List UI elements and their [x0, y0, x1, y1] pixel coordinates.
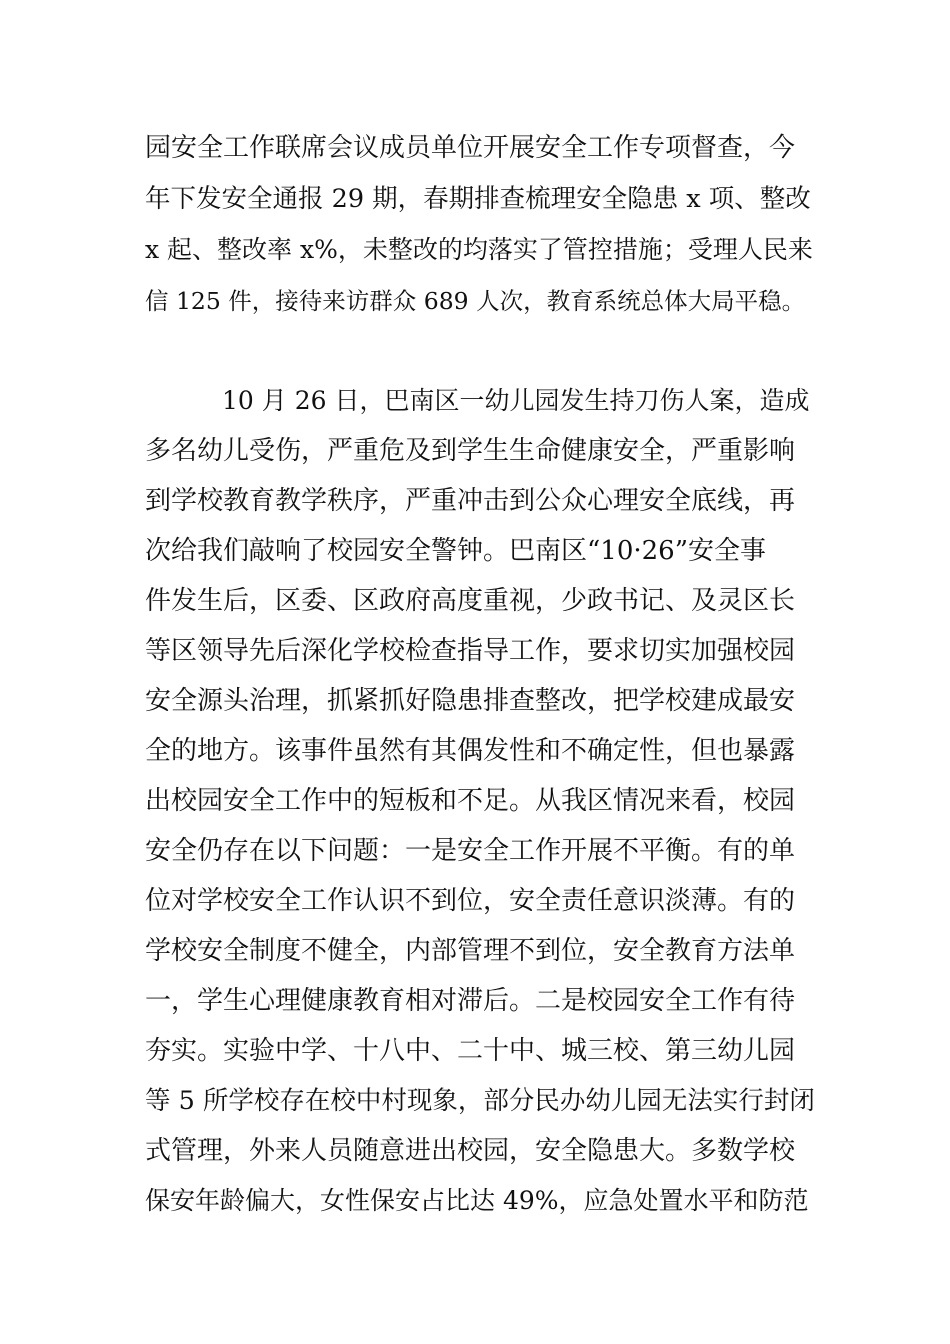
- paragraph-2-line-4: 次给我们敲响了校园安全警钟。巴南区“10·26”安全事: [145, 536, 767, 566]
- paragraph-2-line-10: 安全仍存在以下问题：一是安全工作开展不平衡。有的单: [145, 836, 796, 866]
- paragraph-2-line-14: 夯实。实验中学、十八中、二十中、城三校、第三幼儿园: [145, 1036, 796, 1066]
- paragraph-1-line-4: 信 125 件，接待来访群众 689 人次，教育系统总体大局平稳。: [145, 287, 806, 315]
- paragraph-2-line-15: 等 5 所学校存在校中村现象，部分民办幼儿园无法实行封闭: [145, 1086, 815, 1116]
- paragraph-2-line-2: 多名幼儿受伤，严重危及到学生生命健康安全，严重影响: [145, 436, 796, 466]
- paragraph-1-line-2: 年下发安全通报 29 期，春期排查梳理安全隐患 x 项、整改: [145, 184, 811, 214]
- paragraph-2-line-11: 位对学校安全工作认识不到位，安全责任意识淡薄。有的: [145, 886, 796, 916]
- paragraph-2-line-9: 出校园安全工作中的短板和不足。从我区情况来看，校园: [145, 786, 796, 816]
- paragraph-2-line-16: 式管理，外来人员随意进出校园，安全隐患大。多数学校: [145, 1136, 796, 1166]
- paragraph-2-line-3: 到学校教育教学秩序，严重冲击到公众心理安全底线，再: [145, 486, 796, 516]
- paragraph-2-line-1: 10 月 26 日，巴南区一幼儿园发生持刀伤人案，造成: [222, 386, 810, 415]
- paragraph-2-line-5: 件发生后，区委、区政府高度重视，少政书记、及灵区长: [145, 586, 796, 616]
- paragraph-2-line-13: 一，学生心理健康教育相对滞后。二是校园安全工作有待: [145, 986, 796, 1016]
- paragraph-2-line-6: 等区领导先后深化学校检查指导工作，要求切实加强校园: [145, 636, 796, 666]
- paragraph-2-line-8: 全的地方。该事件虽然有其偶发性和不确定性，但也暴露: [145, 736, 796, 766]
- paragraph-2-line-17: 保安年龄偏大，女性保安占比达 49%，应急处置水平和防范: [145, 1186, 809, 1215]
- paragraph-1-line-3: x 起、整改率 x%，未整改的均落实了管控措施；受理人民来: [145, 235, 813, 264]
- paragraph-1-line-1: 园安全工作联席会议成员单位开展安全工作专项督查，今: [145, 133, 796, 163]
- paragraph-2-line-12: 学校安全制度不健全，内部管理不到位，安全教育方法单: [145, 936, 796, 966]
- paragraph-2-line-7: 安全源头治理，抓紧抓好隐患排查整改，把学校建成最安: [145, 686, 796, 716]
